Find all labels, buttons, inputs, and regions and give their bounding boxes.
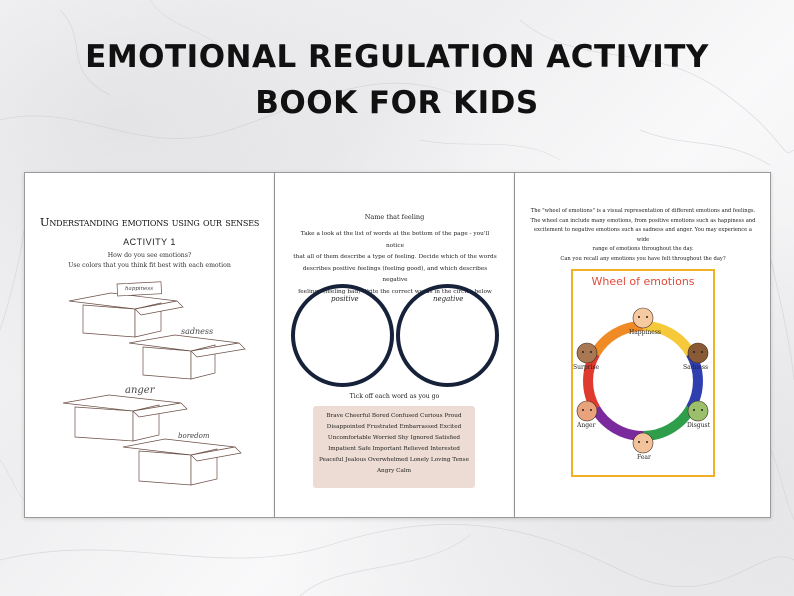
wheel-description [529, 207, 757, 264]
word-list-box [313, 406, 475, 488]
box-illustrations [25, 173, 275, 518]
box-label-boredom: boredom [178, 432, 210, 440]
sad-face-icon [688, 343, 708, 363]
page-heading: Understanding emotions using our senses [39, 215, 260, 229]
worksheet-page-senses [24, 172, 275, 518]
paragraph-line: Can you recall any emotions you have felt throughout the day? [560, 255, 726, 262]
wheel-of-emotions-card [571, 269, 715, 477]
word-list-line: Brave Cheerful Bored Confused Curious Proud [326, 413, 462, 419]
word-list-line: Impatient Safe Important Relieved Interested [328, 446, 460, 452]
paragraph-line: that all of them describe a type of feeling. Decide which of the words [293, 254, 497, 260]
word-list-line: Angry Calm [376, 468, 412, 474]
worksheet-page-name-feeling [275, 172, 515, 518]
worksheet-page-wheel [515, 172, 771, 518]
fear-face-icon [633, 433, 653, 453]
open-box-icon [63, 395, 187, 441]
emotion-label-disgust: Disgust [687, 422, 711, 429]
word-list-line: Disappointed Frustrated Embarrassed Excited [326, 424, 462, 430]
title-line-2: BOOK FOR KIDS [255, 85, 539, 121]
negative-label: negative [433, 295, 464, 303]
activity-question: How do you see emotions? [107, 252, 192, 259]
paragraph-line: describes positive feelings (feeling good), and which describes negative [302, 265, 488, 283]
happy-face-icon [633, 308, 653, 328]
paragraph-line: The wheel can include many emotions, from positive emotions such as happiness and [530, 217, 756, 224]
box-label-sadness: sadness [181, 327, 214, 336]
paragraph-line: feelings (feeling bad) Write the correct words in the circles below [298, 288, 492, 295]
disgust-face-icon [688, 401, 708, 421]
tick-instruction: Tick off each word as you go [349, 393, 440, 400]
product-title [0, 34, 794, 126]
surprise-face-icon [577, 343, 597, 363]
open-box-icon [129, 335, 245, 379]
angry-face-icon [577, 401, 597, 421]
box-label-anger: anger [125, 385, 155, 396]
activity-instruction: Use colors that you think fit best with each emotion [68, 262, 231, 269]
paragraph-line: excitement to negative emotions such as sadness and anger. You may experience a wide [533, 227, 752, 243]
page-heading: Name that feeling [364, 213, 425, 221]
open-box-icon [123, 439, 241, 485]
paragraph-line: The "wheel of emotions" is a visual representation of different emotions and feelings. [530, 208, 756, 214]
positive-label: positive [331, 295, 359, 303]
color-ring [588, 326, 698, 436]
word-list-line: Peaceful Jealous Overwhelmed Lonely Loving Tense [319, 457, 469, 463]
title-line-1: EMOTIONAL REGULATION ACTIVITY [85, 39, 709, 75]
paragraph-line: range of emotions throughout the day. [592, 246, 694, 252]
emotion-wheel-graphic [573, 271, 713, 475]
box-label-happiness: happiness [125, 286, 154, 292]
emotion-label-fear: Fear [637, 454, 651, 461]
emotion-label-sadness: Sadness [683, 364, 709, 371]
word-list-line: Uncomfortable Worried Shy Ignored Satisfied [327, 435, 461, 441]
wheel-title: Wheel of emotions [591, 275, 695, 288]
emotion-label-surprise: Surprise [573, 364, 600, 371]
paragraph-line: Take a look at the list of words at the bottom of the page - you'll notice [300, 231, 490, 249]
activity-label: ACTIVITY 1 [123, 237, 176, 247]
emotion-label-anger: Anger [577, 422, 596, 429]
emotion-label-happiness: Happiness [629, 329, 661, 336]
